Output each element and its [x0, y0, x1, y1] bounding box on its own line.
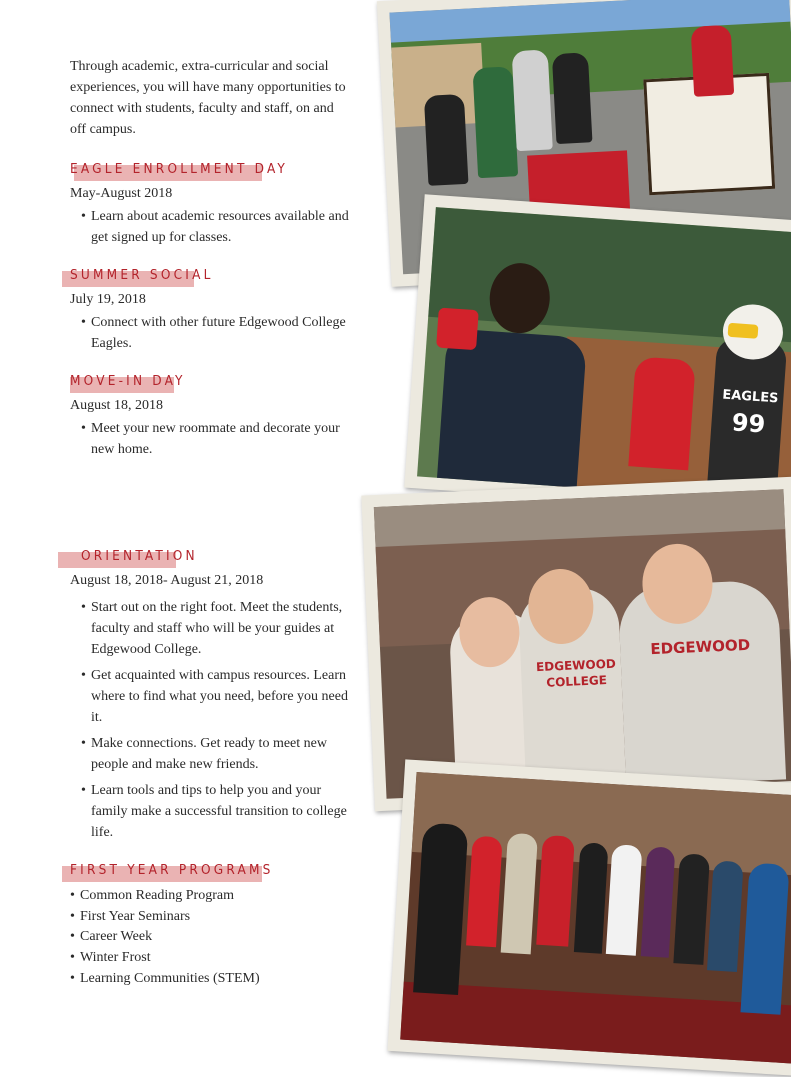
- section-date: July 19, 2018: [70, 292, 146, 307]
- heading-text: EAGLE ENROLLMENT DAY: [70, 161, 289, 177]
- shirt-text: COLLEGE: [546, 673, 608, 690]
- list-item: • Get acquainted with campus resources. Learn where to find what you need, before you need it.: [70, 665, 350, 728]
- list-item: • Make connections. Get ready to meet new people and make new friends.: [70, 733, 350, 775]
- section-heading: [70, 861, 274, 883]
- photo-mascot: [404, 194, 791, 515]
- heading-text: MOVE-IN DAY: [70, 373, 186, 389]
- section-first-year-programs: [70, 861, 350, 990]
- section-orientation: [70, 547, 350, 848]
- list-item: • Meet your new roommate and decorate your new home.: [70, 418, 350, 460]
- section-heading: [70, 547, 198, 569]
- list-item: • Connect with other future Edgewood College Eagles.: [70, 312, 350, 354]
- list-item: • Learn about academic resources available and get signed up for classes.: [70, 206, 350, 248]
- list-item: • Start out on the right foot. Meet the students, faculty and staff who will be your guides at Edgewood College.: [70, 597, 350, 660]
- photo-image: [400, 772, 791, 1064]
- section-eagle-enrollment-day: [70, 160, 350, 253]
- photo-image: [417, 207, 791, 503]
- section-heading: [70, 160, 288, 182]
- heading-text: SUMMER SOCIAL: [70, 267, 214, 283]
- list-item: • Learn tools and tips to help you and your family make a successful transition to college life.: [70, 780, 350, 843]
- list-item: • Winter Frost: [70, 948, 350, 969]
- jersey-number: 99: [730, 408, 767, 439]
- section-move-in-day: [70, 372, 350, 465]
- list-item: • Common Reading Program: [70, 886, 350, 907]
- list-item: • First Year Seminars: [70, 907, 350, 928]
- jersey-text: EAGLES: [721, 387, 779, 407]
- heading-text: FIRST YEAR PROGRAMS: [70, 862, 274, 878]
- photo-image: [374, 489, 791, 799]
- section-summer-social: [70, 266, 350, 359]
- intro-paragraph: Through academic, extra-curricular and social experiences, you will have many opportunities to connect with students, faculty and staff, on and off campus.: [70, 59, 346, 137]
- section-date: August 18, 2018- August 21, 2018: [70, 573, 264, 588]
- shirt-text: EDGEWOOD: [535, 656, 617, 675]
- list-item: • Career Week: [70, 927, 350, 948]
- section-heading: [70, 266, 214, 288]
- section-date: May-August 2018: [70, 186, 173, 201]
- list-item: • Learning Communities (STEM): [70, 969, 350, 990]
- heading-text: ORIENTATION: [81, 548, 198, 564]
- section-heading: [70, 372, 186, 394]
- shirt-text: EDGEWOOD: [650, 635, 751, 659]
- photo-group: [387, 759, 791, 1076]
- section-date: August 18, 2018: [70, 398, 163, 413]
